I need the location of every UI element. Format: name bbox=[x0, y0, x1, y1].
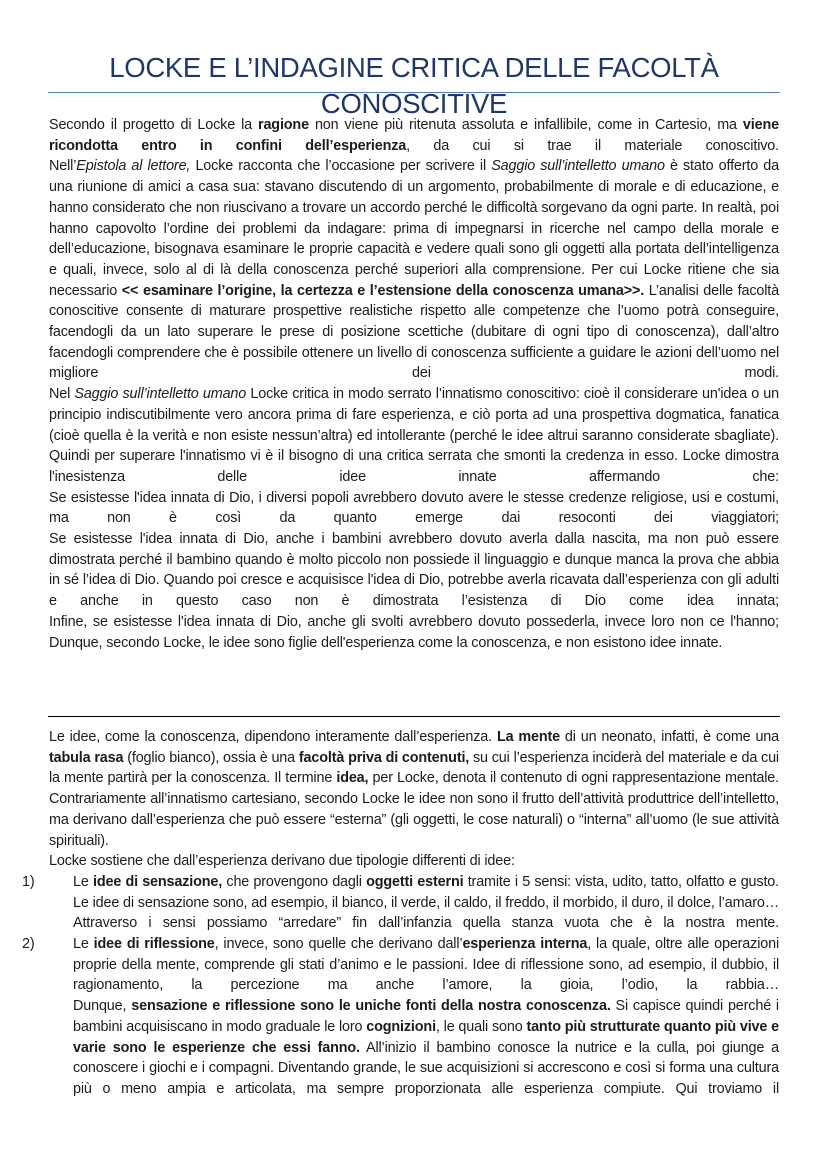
text-run: Le bbox=[73, 873, 93, 890]
text-run: che provengono dagli bbox=[222, 873, 367, 890]
paragraph-argument-children: Se esistesse l'idea innata di Dio, anche i bambini avrebbero dovuto averla dalla nascita, ma non può essere dimostrata perché il bambino quando è molto piccolo non possiede il linguaggio e dunque manca la prova che abbia in sé l’idea di Dio. Quando poi cresce e acquisisce l'idea di Dio, potrebbe averla ricavata dall’esperienza con gli adulti e anche in questo caso non è dimostrata l’esistenza di Dio come idea innata; bbox=[49, 531, 779, 610]
paragraph-tabula-rasa bbox=[49, 727, 779, 851]
text-run: su cui l’esperienza inciderà del materiale e da cui la mente partirà per la conoscenza. Il termine bbox=[49, 749, 779, 787]
bold-idee-sensazione: idee di sensazione, bbox=[92, 873, 223, 890]
page-title: LOCKE E L’INDAGINE CRITICA DELLE FACOLTÀ CONOSCITIVE bbox=[109, 52, 719, 119]
bold-tabula-rasa: tabula rasa bbox=[49, 749, 124, 766]
paragraph-sources-of-knowledge bbox=[49, 996, 779, 1100]
bold-uniche-fonti: sensazione e riflessione sono le uniche fonti della nostra conoscenza. bbox=[131, 998, 611, 1015]
paragraph-innatism bbox=[49, 384, 779, 488]
text-run: Nell’ bbox=[49, 158, 77, 175]
section-divider bbox=[48, 716, 780, 717]
text-run: di un neonato, infatti, è come una bbox=[559, 729, 780, 745]
bold-ragione: ragione bbox=[258, 117, 309, 133]
text-run: Si capisce quindi perché i bambini acquisiscano in modo graduale le loro bbox=[73, 998, 779, 1035]
text-run: Locke critica in modo serrato l’innatismo conoscitivo: cioè il considerare un'idea o un principio indiscutibilmente vero ancora prima di fare esperienza, e ciò porta ad una prospettiva dogmatica, fanatica (cioè quella è la verità e non esiste nessun’altra) ed intollerante (perché le idee altrui saranno considerate sbagliate). Quindi per superare l'innatismo vi è il bisogno di una critica serrata che smonti la credenza in esso. Locke dimostra l'inesistenza delle idee innate affermando che: bbox=[49, 386, 779, 485]
paragraph-argument-peoples: Se esistesse l'idea innata di Dio, i diversi popoli avrebbero dovuto avere le stesse credenze religiose, usi e costumi, ma non è così da quanto emerge dai resoconti dei viaggiatori; bbox=[49, 489, 779, 527]
section-innatism-critique bbox=[49, 115, 779, 653]
bold-idee-riflessione: idee di riflessione bbox=[93, 936, 215, 953]
text-run: (foglio bianco), ossia è una bbox=[123, 749, 299, 766]
text-run: , da cui si trae il materiale conoscitivo. bbox=[406, 137, 779, 154]
bold-piu-strutturate: tanto più strutturate quanto più vive e varie sono le esperienze che essi fanno. bbox=[73, 1018, 779, 1056]
bold-esperienza-interna: esperienza interna bbox=[462, 936, 588, 953]
list-item-sensation bbox=[22, 872, 779, 934]
text-run: All’inizio il bambino conosce la nutrice e la culla, poi giunge a conoscere i giochi e i compagni. Diventando grande, le sue acquisizioni si accrescono e così si forma una cultura più o meno ampia e articolata, ma sempre proporzionata alle esperienza compiute. Qui troviamo il bbox=[73, 1039, 780, 1097]
title-underline bbox=[48, 92, 780, 93]
text-run: , le quali sono bbox=[435, 1018, 527, 1035]
paragraph-argument-mad: Infine, se esistesse l'idea innata di Dio, anche gli svolti avrebbero dovuto possederla, invece loro non ce l'hanno; bbox=[49, 613, 779, 630]
text-run: , la quale, oltre alle operazioni proprie della mente, comprende gli stati d’animo e le passioni. Idee di riflessione sono, ad esempio, il dubbio, il ragionamento, la percezione ma anche l’amore, la gioia, l’odio, la rabbia… bbox=[73, 936, 780, 994]
section-ideas-from-experience bbox=[22, 727, 780, 1100]
paragraph-reason-limits bbox=[49, 115, 779, 156]
italic-epistola-title: Epistola al lettore, bbox=[76, 158, 191, 175]
text-run: tramite i 5 sensi: vista, udito, tatto, olfatto e gusto. Le idee di sensazione sono, ad esempio, il bianco, il verde, il caldo, il freddo, il morbido, il duro, il dolce, l’amaro… Attraverso i sensi possiamo “arredare” fin dall’infanzia quella stanza vuota che è la nostra mente. bbox=[73, 873, 779, 932]
paragraph-two-types: Locke sostiene che dall’esperienza derivano due tipologie differenti di idee: bbox=[49, 853, 515, 870]
text-run: Le idee, come la conoscenza, dipendono interamente dall’esperienza. bbox=[49, 729, 497, 745]
text-run: Le bbox=[73, 936, 94, 953]
bold-facolta-priva: facoltà priva di contenuti, bbox=[298, 749, 470, 766]
text-run: Locke racconta che l’occasione per scrivere il bbox=[190, 158, 492, 175]
bold-idea: idea, bbox=[336, 770, 369, 787]
bold-oggetti-esterni: oggetti esterni bbox=[366, 873, 464, 890]
text-run: , invece, sono quelle che derivano dall’ bbox=[214, 936, 463, 953]
italic-saggio-title: Saggio sull’intelletto umano bbox=[491, 158, 665, 175]
text-run: Secondo il progetto di Locke la bbox=[49, 117, 258, 133]
text-run: Dunque, bbox=[73, 998, 132, 1015]
list-item-reflection bbox=[22, 934, 780, 996]
text-run: L’analisi delle facoltà conoscitive consente di maturare prospettive realistiche rispetto alle competenze che l’uomo potrà conseguire, facendogli da un lato superare le prese di posizione scettiche (dubitare di ogni tipo di conoscenza), dall’altro facendogli comprendere che è possibile ottenere un livello di conoscenza sufficiente a guidare le azioni dell’uomo nel migliore dei modi. bbox=[49, 282, 779, 382]
italic-saggio-title: Saggio sull’intelletto umano bbox=[74, 386, 247, 403]
bold-quote-esaminare: << esaminare l’origine, la certezza e l’estensione della conoscenza umana>>. bbox=[121, 282, 645, 299]
text-run: non viene più ritenuta assoluta e infallibile, come in Cartesio, ma bbox=[308, 117, 743, 133]
bold-la-mente: La mente bbox=[496, 729, 560, 745]
bold-cognizioni: cognizioni bbox=[366, 1018, 436, 1035]
text-run: Nel bbox=[49, 386, 75, 403]
paragraph-epistola bbox=[49, 156, 779, 384]
list-number: 1) bbox=[22, 873, 35, 890]
list-number: 2) bbox=[22, 936, 35, 953]
text-run: per Locke, denota il contenuto di ogni rappresentazione mentale. Contrariamente all’innatismo cartesiano, secondo Locke le idee non sono il frutto dell’attività produttrice dell’intelletto, ma derivano dall’esperienza che può essere “esterna” (gli oggetti, le cose naturali) o “interna” all’uomo (le sue attività spirituali). bbox=[49, 770, 779, 849]
paragraph-conclusion: Dunque, secondo Locke, le idee sono figlie dell'esperienza come la conoscenza, e non esistono idee innate. bbox=[49, 634, 723, 651]
text-run: è stato offerto da una riunione di amici a casa sua: stavano discutendo di un argomento, probabilmente di morale e di educazione, e hanno considerato che non riuscivano a trovare un accordo perché le difficoltà sorgevano da ogni parte. In realtà, poi hanno capovolto l’ordine dei problemi da indagare: prima di impegnarsi in ricerche nel campo della morale e dell’educazione, bisognava esaminare le proprie capacità e vedere quali sono gli oggetti alla portata dell’intelligenza e quali, invece, solo al di là della conoscenza perché superiori alla comprensione. Per cui Locke ritiene che sia necessario bbox=[49, 158, 779, 299]
bold-confini-esperienza: viene ricondotta entro in confini dell’esperienza bbox=[49, 117, 779, 154]
